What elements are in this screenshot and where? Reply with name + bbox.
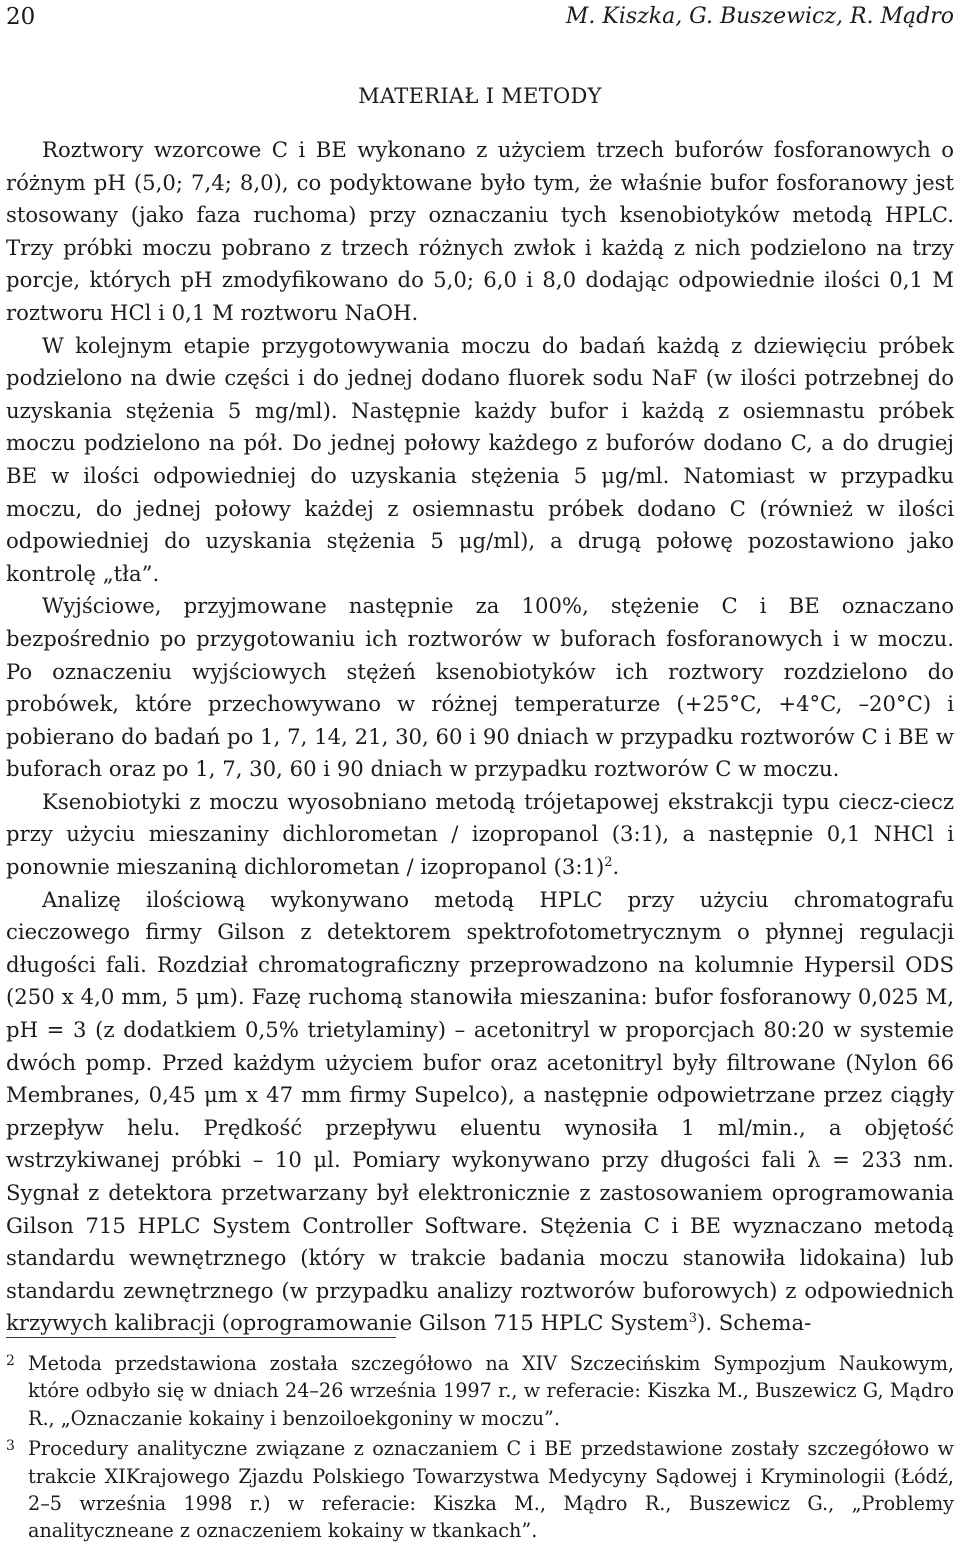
page-header [6,4,954,38]
page-number: 20 [6,4,36,30]
sentence-end: . [612,854,620,880]
section-title: MATERIAŁ I METODY [358,84,602,108]
footnote-2 [6,1350,954,1432]
paragraph [6,884,954,1340]
footnote-3 [6,1435,954,1545]
footnote-ref-3: 3 [688,1311,698,1327]
paragraph-text: Ksenobiotyki z moczu wyosobniano metodą trójetapowej ekstrakcji typu ciecz-ciecz przy użyciu mieszaniny dichlorometan / izopropanol (3:1), a następnie 0,1 NHCl i ponownie mieszaniną dichlorometan / izopropanol (3:1) [6,788,954,880]
footnotes [6,1350,954,1548]
footnote-mark: 2 [6,1353,15,1369]
sentence-end: ). Schema- [697,1310,812,1336]
footnote-divider [6,1337,396,1338]
paragraph: Roztwory wzorcowe C i BE wykonano z użyciem trzech buforów fosforanowych o różnym pH (5,0; 7,4; 8,0), co podyktowane było tym, że właśnie bufor fosforanowy jest stosowany (jako faza ruchoma) przy oznaczaniu tych ksenobiotyków metodą HPLC. Trzy próbki moczu pobrano z trzech różnych zwłok i każdą z nich podzielono na trzy porcje, których pH zmodyfikowano do 5,0; 6,0 i 8,0 dodając odpowiednie ilości 0,1 M roztworu HCl i 0,1 M roztworu NaOH. [6,137,954,325]
paragraph-text: Analizę ilościową wykonywano metodą HPLC przy użyciu chromatografu cieczowego firmy Gilson z detektorem spektrofotometrycznym o płynnej regulacji długości fali. Rozdział chromatograficzny przeprowadzono na kolumnie Hypersil ODS (250 x 4,0 mm, 5 μm). Fazę ruchomą stanowiła mieszanina: bufor fosforanowy 0,025 M, pH = 3 (z dodatkiem 0,5% trietylaminy) – acetonitryl w proporcjach 80:20 w systemie dwóch pomp. Przed każdym użyciem bufor oraz acetonitryl były filtrowane (Nylon 66 Membranes, 0,45 μm x 47 mm firmy Supelco), a następnie odpowietrzane przez ciągły przepływ helu. Prędkość przepływu eluentu wynosiła 1 ml/min., a objętość wstrzykiwanej próbki – 10 μl. Pomiary wykonywano przy długości fali λ = 233 nm. Sygnał z detektora przetwarzany był elektronicznie z zastosowaniem oprogramowania Gilson 715 HPLC System Controller Software. Stężenia C i BE wyznaczano metodą standardu wewnętrznego (który w trakcie badania moczu stanowiła lidokaina) lub standardu zewnętrznego (w przypadku analizy roztworów buforowych) z odpowiednich krzywych kalibracji (oprogramowanie Gilson 715 HPLC System [6,886,954,1336]
paragraph: W kolejnym etapie przygotowywania moczu do badań każdą z dziewięciu próbek podzielono na dwie części i do jednej dodano fluorek sodu NaF (w ilości potrzebnej do uzyskania stężenia 5 mg/ml). Następnie każdy bufor i każdą z osiemnastu próbek moczu podzielono na pół. Do jednej połowy każdego z buforów dodano C, a do drugiej BE w ilości odpowiedniej do uzyskania stężenia 5 μg/ml. Natomiast w przypadku moczu, do jednej połowy każdej z osiemnastu próbek dodano C (również w ilości odpowiedniej do uzyskania stężenia 5 μg/ml), a drugą połowę pozostawiono jako kontrolę „tła”. [6,332,954,586]
body-text [6,134,954,1340]
footnote-mark: 3 [6,1438,15,1455]
paragraph [6,786,954,884]
footnote-text: Metoda przedstawiona została szczegółowo na XIV Szczecińskim Sympozjum Naukowym, które odbyło się w dniach 24–26 września 1997 r., w referacie: Kiszka M., Buszewicz G, Mądro R., „Oznaczanie kokainy i benzoiloekgoniny w moczu”. [28,1352,954,1430]
footnote-ref-2: 2 [604,855,613,870]
paragraph: Wyjściowe, przyjmowane następnie za 100%, stężenie C i BE oznaczano bezpośrednio po przygotowaniu ich roztworów w buforach fosforanowych i w moczu. Po oznaczeniu wyjściowych stężeń ksenobiotyków ich roztwory rozdzielono do probówek, które przechowywano w różnej temperaturze (+25°C, +4°C, –20°C) i pobierano do badań po 1, 7, 14, 21, 30, 60 i 90 dniach w przypadku roztworów C i BE w buforach oraz po 1, 7, 30, 60 i 90 dniach w przypadku roztworów C w moczu. [6,593,954,782]
footnote-text: Procedury analityczne związane z oznaczaniem C i BE przedstawione zostały szczegółowo w trakcie XIKrajowego Zjazdu Polskiego Towarzystwa Medycyny Sądowej i Kryminologii (Łódź, 2–5 września 1998 r.) w referacie: Kiszka M., Mądro R., Buszewicz G., „Problemy analityczneane z oznaczeniem kokainy w tkankach”. [28,1437,954,1543]
running-head-authors: M. Kiszka, G. Buszewicz, R. Mądro [565,4,954,29]
